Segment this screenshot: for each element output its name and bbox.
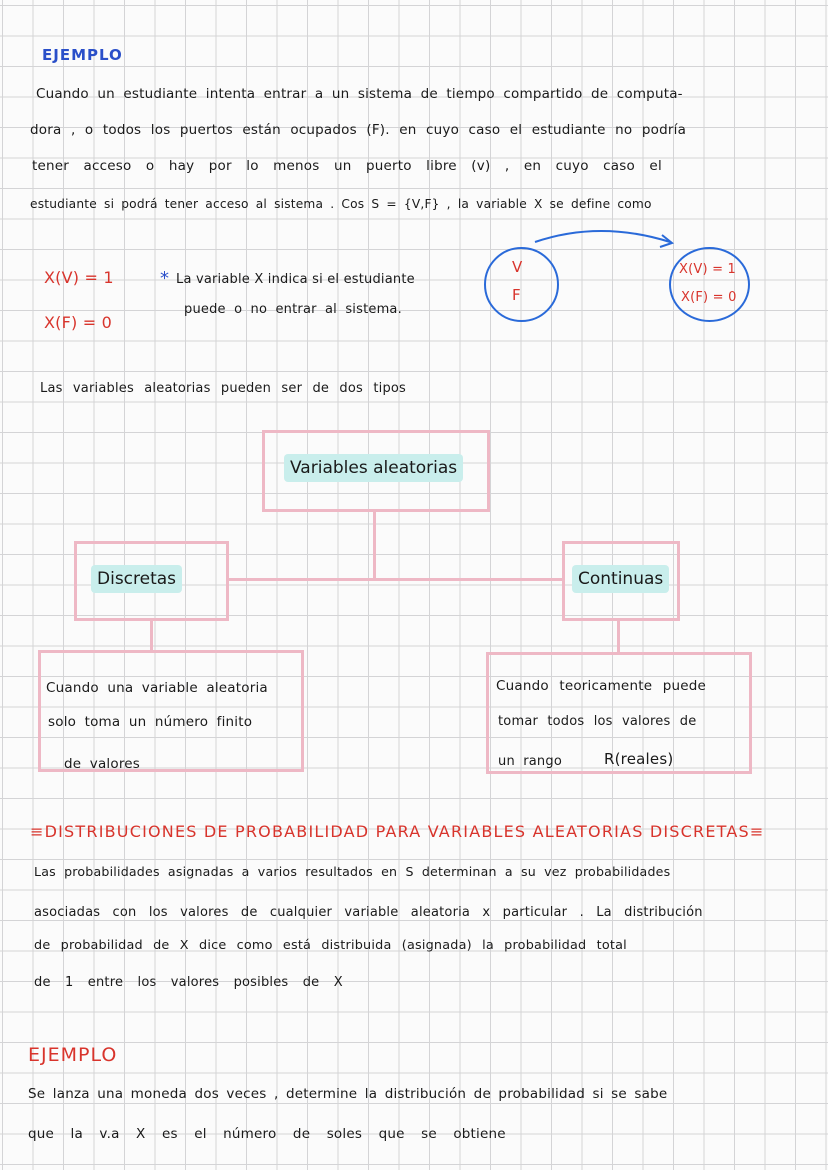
example-text-line: Cuando un estudiante intenta entrar a un sistema de tiempo compartido de computa- (36, 86, 683, 102)
connector (373, 511, 376, 579)
domain-f: F (512, 286, 521, 304)
discrete-label: Discretas (91, 565, 182, 593)
section-heading: ≡DISTRIBUCIONES DE PROBABILIDAD PARA VARIABLES ALEATORIAS DISCRETAS≡ (30, 822, 765, 841)
range-v: X(V) = 1 (679, 262, 736, 277)
section-text-line: asociadas con los valores de cualquier variable aleatoria x particular . La distribución (34, 905, 703, 920)
note-line: puede o no entrar al sistema. (184, 302, 402, 317)
root-label: Variables aleatorias (284, 454, 463, 482)
example-text-line: tener acceso o hay por lo menos un puerto libre (v) , en cuyo caso el (32, 158, 662, 174)
star-icon: * (160, 268, 170, 289)
section-text-line: Las probabilidades asignadas a varios resultados en S determinan a su vez probabilidades (34, 864, 671, 879)
domain-v: V (512, 258, 523, 276)
example-text-line: dora , o todos los puertos están ocupados (F). en cuyo caso el estudiante no podría (30, 122, 687, 138)
continuous-desc-line: Cuando teoricamente puede (496, 678, 706, 694)
discrete-desc-line: de valores (64, 756, 141, 772)
discrete-desc-line: solo toma un número finito (48, 714, 253, 730)
range-f: X(F) = 0 (681, 290, 737, 305)
connector (226, 578, 564, 581)
x-of-v: X(V) = 1 (44, 268, 114, 287)
connector (617, 620, 620, 652)
note-line: La variable X indica si el estudiante (176, 272, 415, 287)
discrete-desc-line: Cuando una variable aleatoria (46, 680, 268, 696)
continuous-desc-line: un rango (498, 754, 562, 769)
connector (150, 620, 153, 652)
range-circle (669, 247, 750, 322)
section-text-line: de probabilidad de X dice como está distribuida (asignada) la probabilidad total (34, 938, 627, 953)
example-title: EJEMPLO (42, 46, 123, 64)
section-text-line: de 1 entre los valores posibles de X (34, 975, 343, 990)
mapping-arrow-icon (530, 222, 690, 262)
continuous-desc-line: tomar todos los valores de (498, 714, 697, 729)
continuous-desc-line: R(reales) (604, 750, 674, 768)
x-of-f: X(F) = 0 (44, 313, 113, 332)
types-intro: Las variables aleatorias pueden ser de dos tipos (40, 381, 407, 396)
continuous-label: Continuas (572, 565, 669, 593)
example-title: EJEMPLO (28, 1044, 118, 1066)
example-text-line: estudiante si podrá tener acceso al sistema . Cos S = {V,F} , la variable X se define como (30, 197, 652, 211)
example-text-line: Se lanza una moneda dos veces , determine la distribución de probabilidad si se sabe (28, 1086, 668, 1102)
example-text-line: que la v.a X es el número de soles que se obtiene (28, 1126, 506, 1142)
discrete-desc-box (38, 650, 304, 772)
